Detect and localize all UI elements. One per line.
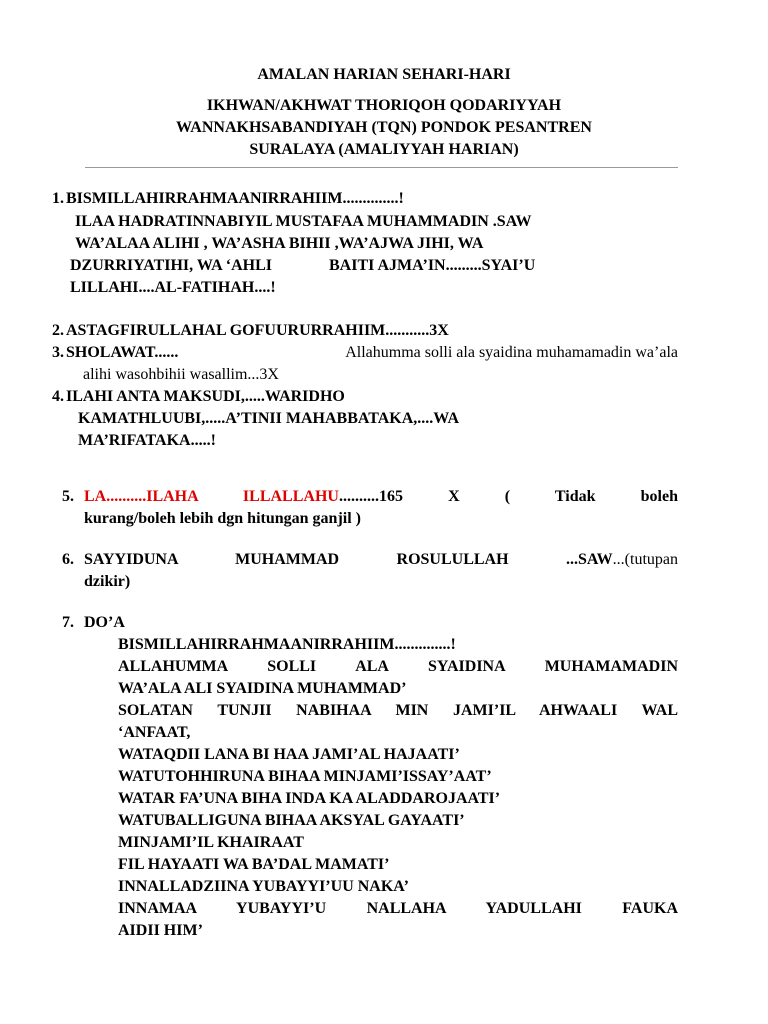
doa-line-4: SOLATAN TUNJII NABIHAA MIN JAMI’IL AHWAALI WAL xyxy=(118,702,678,719)
doa-line-9: WATUBALLIGUNA BIHAA AKSYAL GAYAATI’ xyxy=(118,812,465,829)
item-1-number: 1. xyxy=(52,190,64,207)
item-4-number: 4. xyxy=(52,388,64,405)
item-1-line-2: ILAA HADRATINNABIYIL MUSTAFAA MUHAMMADIN .SAW xyxy=(75,213,532,230)
doa-line-10: MINJAMI’IL KHAIRAAT xyxy=(118,834,304,851)
item-4-line-1: ILAHI ANTA MAKSUDI,.....WARIDHO xyxy=(66,388,345,405)
item-7-number: 7. xyxy=(62,614,74,631)
doa-line-5: ‘ANFAAT, xyxy=(118,724,191,741)
item-1-line-4b: BAITI AJMA’IN.........SYAI’U xyxy=(329,257,536,274)
item-4-line-2: KAMATHLUUBI,.....A’TINII MAHABBATAKA,....WA xyxy=(78,410,460,427)
item-5-line-2: kurang/boleh lebih dgn hitungan ganjil ) xyxy=(84,510,361,527)
item-7-heading: DO’A xyxy=(84,614,125,631)
doa-line-14: AIDII HIM’ xyxy=(118,922,203,939)
doa-line-7: WATUTOHHIRUNA BIHAA MINJAMI’ISSAY’AAT’ xyxy=(118,768,492,785)
item-3-line-1 xyxy=(66,344,678,362)
subtitle-line-3: SURALAYA (AMALIYYAH HARIAN) xyxy=(249,141,519,158)
doa-line-2: ALLAHUMMA SOLLI ALA SYAIDINA MUHAMAMADIN xyxy=(118,658,678,675)
item-6-line-1 xyxy=(84,551,678,569)
item-6-main-text: SAYYIDUNA MUHAMMAD ROSULULLAH ...SAW xyxy=(84,551,613,568)
item-3-number: 3. xyxy=(52,344,64,361)
item-2-number: 2. xyxy=(52,322,64,339)
doa-line-3: WA’ALA ALI SYAIDINA MUHAMMAD’ xyxy=(118,680,407,697)
doa-line-13: INNAMAA YUBAYYI’U NALLAHA YADULLAHI FAUKA xyxy=(118,900,678,917)
item-3-label: SHOLAWAT...... xyxy=(66,344,179,361)
item-3-line-2: alihi wasohbihii wasallim...3X xyxy=(83,366,279,383)
header-divider xyxy=(85,167,678,168)
item-6-line-2: dzikir) xyxy=(84,573,131,590)
item-1-line-4a: DZURRIYATIHI, WA ‘AHLI xyxy=(70,257,272,274)
item-1-line-1: BISMILLAHIRRAHMAANIRRAHIIM..............! xyxy=(66,190,404,207)
subtitle-line-2: WANNAKHSABANDIYAH (TQN) PONDOK PESANTREN xyxy=(176,119,592,136)
item-5-number: 5. xyxy=(62,488,74,505)
subtitle-line-1: IKHWAN/AKHWAT THORIQOH QODARIYYAH xyxy=(206,97,562,114)
item-2-line-1: ASTAGFIRULLAHAL GOFUURURRAHIIM...........3X xyxy=(66,322,449,339)
item-5-count-text: ..........165 X ( Tidak boleh xyxy=(338,488,679,505)
item-1-line-5: LILLAHI....AL-FATIHAH....! xyxy=(70,279,276,296)
item-5-red-text: LA..........ILAHA ILLALLAHU xyxy=(84,488,339,505)
item-4-line-3: MA’RIFATAKA.....! xyxy=(78,432,216,449)
doa-line-12: INNALLADZIINA YUBAYYI’UU NAKA’ xyxy=(118,878,409,895)
item-3-text: Allahumma solli ala syaidina muhamamadin wa’ala xyxy=(345,344,678,361)
doa-line-1: BISMILLAHIRRAHMAANIRRAHIIM..............! xyxy=(118,636,456,653)
item-6-number: 6. xyxy=(62,551,74,568)
doa-line-11: FIL HAYAATI WA BA’DAL MAMATI’ xyxy=(118,856,390,873)
document-title: AMALAN HARIAN SEHARI-HARI xyxy=(257,66,511,83)
item-6-note-text: ...(tutupan xyxy=(612,551,678,568)
doa-line-6: WATAQDII LANA BI HAA JAMI’AL HAJAATI’ xyxy=(118,746,460,763)
doa-line-8: WATAR FA’UNA BIHA INDA KA ALADDAROJAATI’ xyxy=(118,790,501,807)
item-1-line-3: WA’ALAA ALIHI , WA’ASHA BIHII ,WA’AJWA JIHI, WA xyxy=(75,235,484,252)
item-5-line-1 xyxy=(84,488,678,506)
